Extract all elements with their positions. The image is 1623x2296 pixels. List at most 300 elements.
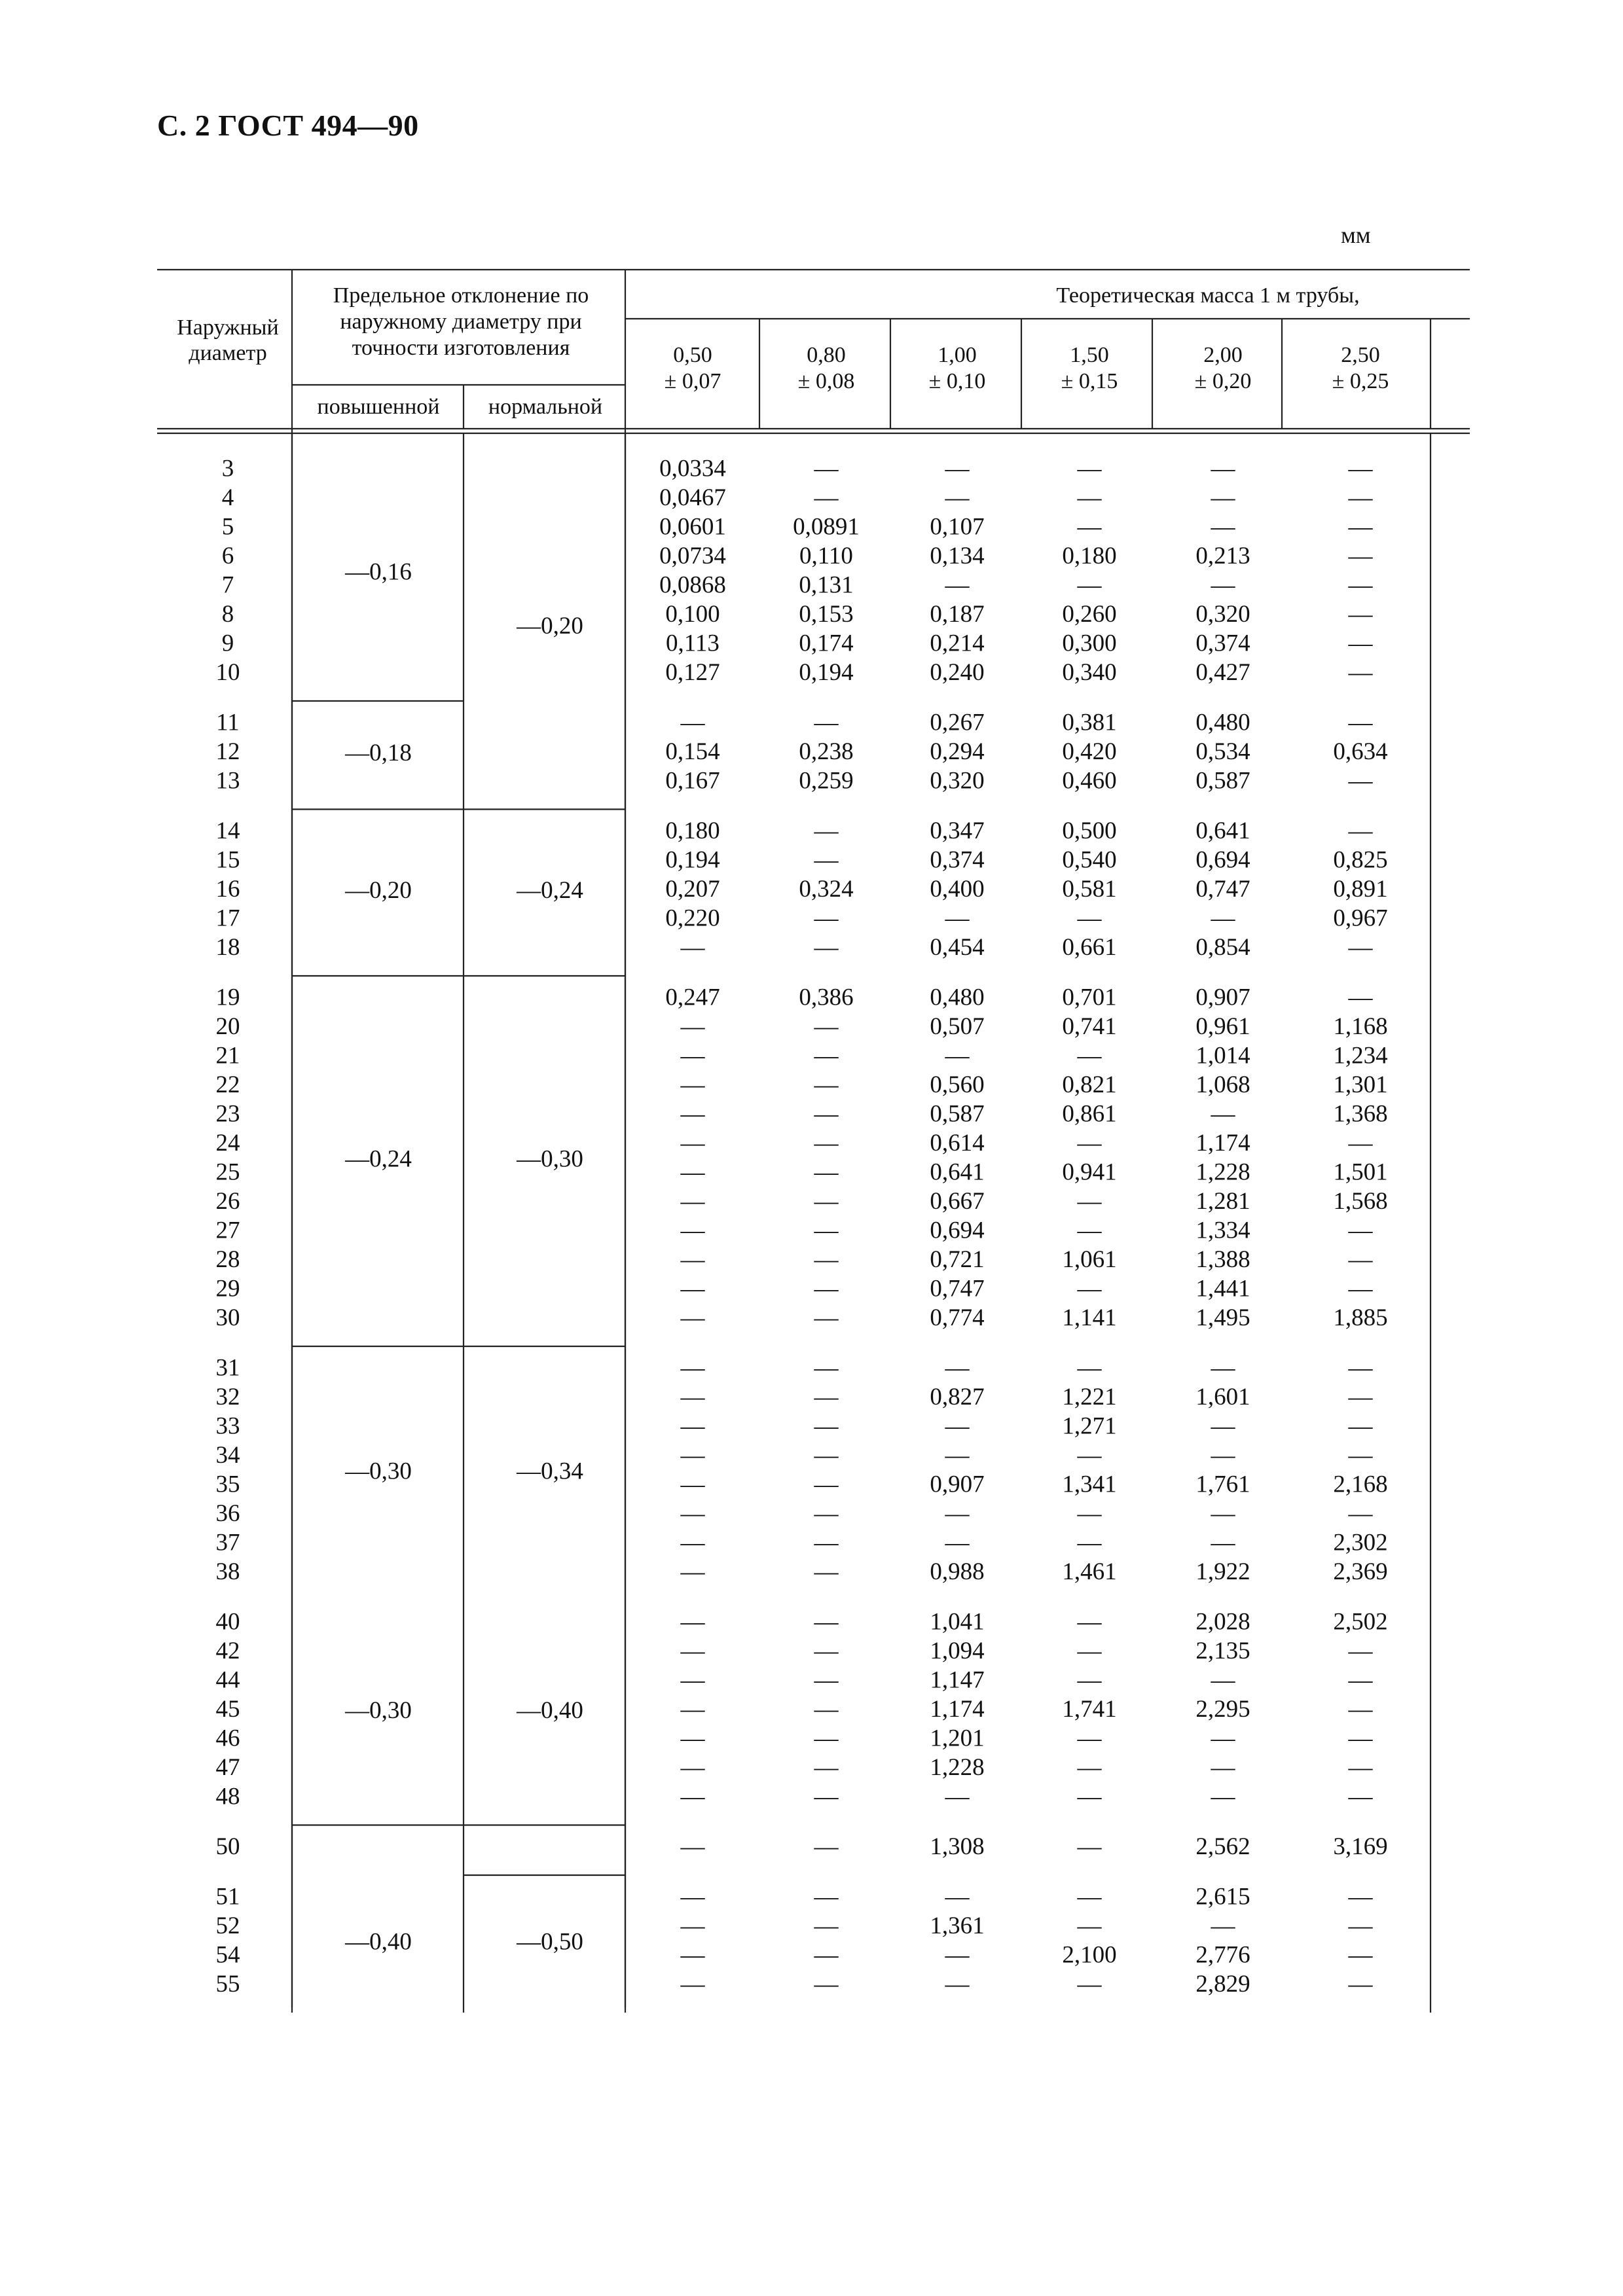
high-precision-value: —0,30 <box>345 1458 412 1485</box>
mass-value-cell: 0,480 <box>1195 709 1250 736</box>
mass-value-cell: — <box>680 1187 705 1215</box>
mass-value-cell: 2,776 <box>1195 1941 1250 1969</box>
outer-diameter-cell: 23 <box>215 1100 240 1128</box>
mass-value-cell: 0,961 <box>1195 1013 1250 1040</box>
mass-value-cell: — <box>814 1304 839 1331</box>
wall-tolerance-header: ± 0,08 <box>797 368 855 393</box>
mass-value-cell: 1,174 <box>1195 1129 1250 1157</box>
mass-value-cell: — <box>945 1354 970 1382</box>
outer-diameter-cell: 52 <box>215 1912 240 1939</box>
mass-value-cell: — <box>1077 1912 1102 1939</box>
mass-value-cell: — <box>1077 1783 1102 1810</box>
mass-value-cell: 0,214 <box>930 630 985 657</box>
outer-diameter-cell: 48 <box>215 1783 240 1810</box>
mass-value-cell: — <box>1077 484 1102 511</box>
outer-diameter-cell: 27 <box>215 1217 240 1244</box>
mass-value-cell: — <box>814 1883 839 1910</box>
mass-value-cell: 1,361 <box>930 1912 985 1939</box>
mass-value-cell: — <box>1348 658 1373 686</box>
outer-diameter-cell: 37 <box>215 1529 240 1556</box>
outer-diameter-cell: 28 <box>215 1246 240 1273</box>
mass-value-cell: — <box>1211 1529 1235 1556</box>
mass-value-cell: 0,454 <box>930 933 985 961</box>
mass-value-cell: 1,568 <box>1333 1187 1388 1215</box>
mass-value-cell: — <box>1211 513 1235 541</box>
mass-value-cell: 1,141 <box>1062 1304 1117 1331</box>
mass-value-cell: 0,134 <box>930 542 985 569</box>
wall-tolerance-header: ± 0,10 <box>928 368 986 393</box>
mass-value-cell: — <box>1077 1666 1102 1694</box>
mass-value-cell: — <box>814 1042 839 1069</box>
mass-value-cell: — <box>945 484 970 511</box>
wall-thickness-header: 2,50 <box>1341 342 1380 367</box>
outer-diameter-cell: 19 <box>215 984 240 1011</box>
mass-value-cell: 1,341 <box>1062 1471 1117 1498</box>
outer-diameter-cell: 8 <box>221 600 234 628</box>
mass-value-cell: — <box>1211 1354 1235 1382</box>
mass-value-cell: 0,0868 <box>659 571 726 599</box>
mass-value-cell: — <box>680 1725 705 1752</box>
mass-value-cell: 0,988 <box>930 1558 985 1585</box>
mass-value-cell: 2,295 <box>1195 1695 1250 1723</box>
mass-value-cell: — <box>814 1666 839 1694</box>
mass-value-cell: — <box>1348 1753 1373 1781</box>
mass-header: Теоретическая масса 1 м трубы, <box>1056 283 1360 308</box>
outer-diameter-cell: 12 <box>215 738 240 765</box>
mass-value-cell: — <box>814 484 839 511</box>
mass-value-cell: — <box>680 1275 705 1302</box>
outer-diameter-cell: 20 <box>215 1013 240 1040</box>
mass-value-cell: 1,094 <box>930 1637 985 1664</box>
mass-value-cell: 1,014 <box>1195 1042 1250 1069</box>
mass-value-cell: 0,374 <box>1195 630 1250 657</box>
mass-value-cell: — <box>680 1783 705 1810</box>
mass-value-cell: 0,194 <box>665 846 720 874</box>
mass-value-cell: 2,135 <box>1195 1637 1250 1664</box>
mass-value-cell: 0,381 <box>1062 709 1117 736</box>
mass-value-cell: 0,174 <box>799 630 854 657</box>
high-precision-value: —0,18 <box>345 740 412 767</box>
wall-tolerance-header: ± 0,20 <box>1194 368 1252 393</box>
outer-diameter-cell: 14 <box>215 817 240 844</box>
outer-diameter-cell: 6 <box>221 542 234 569</box>
mass-value-cell: — <box>680 1042 705 1069</box>
mass-value-cell: 0,587 <box>930 1100 985 1128</box>
outer-diameter-cell: 55 <box>215 1970 240 1998</box>
mass-value-cell: — <box>1348 1354 1373 1382</box>
mass-value-cell: 0,374 <box>930 846 985 874</box>
mass-value-cell: 0,260 <box>1062 600 1117 628</box>
mass-value-cell: 1,761 <box>1195 1471 1250 1498</box>
outer-diameter-cell: 7 <box>221 571 234 599</box>
mass-value-cell: 1,234 <box>1333 1042 1388 1069</box>
outer-diameter-cell: 38 <box>215 1558 240 1585</box>
mass-value-cell: 1,368 <box>1333 1100 1388 1128</box>
mass-value-cell: — <box>814 1275 839 1302</box>
mass-value-cell: 0,240 <box>930 658 985 686</box>
mass-value-cell: — <box>1077 1441 1102 1469</box>
mass-value-cell: — <box>680 1666 705 1694</box>
mass-value-cell: 0,941 <box>1062 1158 1117 1186</box>
mass-value-cell: — <box>814 1071 839 1098</box>
mass-value-cell: — <box>814 1246 839 1273</box>
mass-value-cell: 0,907 <box>930 1471 985 1498</box>
mass-value-cell: — <box>680 1753 705 1781</box>
mass-value-cell: — <box>680 1499 705 1527</box>
outer-diameter-cell: 31 <box>215 1354 240 1382</box>
mass-value-cell: 0,400 <box>930 875 985 903</box>
mass-value-cell: — <box>1348 542 1373 569</box>
outer-diameter-cell: 47 <box>215 1753 240 1781</box>
mass-value-cell: — <box>680 1354 705 1382</box>
outer-diameter-cell: 16 <box>215 875 240 903</box>
mass-value-cell: — <box>1348 513 1373 541</box>
mass-value-cell: 0,113 <box>666 630 720 657</box>
outer-diameter-cell: 15 <box>215 846 240 874</box>
mass-value-cell: 2,562 <box>1195 1833 1250 1860</box>
mass-value-cell: — <box>1348 1941 1373 1969</box>
mass-value-cell: — <box>945 1883 970 1910</box>
mass-value-cell: 0,320 <box>930 767 985 795</box>
mass-value-cell: 1,228 <box>930 1753 985 1781</box>
mass-value-cell: 0,386 <box>799 984 854 1011</box>
mass-value-cell: 0,534 <box>1195 738 1250 765</box>
mass-value-cell: 0,238 <box>799 738 854 765</box>
mass-value-cell: — <box>814 1129 839 1157</box>
mass-value-cell: — <box>1348 1129 1373 1157</box>
mass-value-cell: 1,922 <box>1195 1558 1250 1585</box>
mass-value-cell: 1,271 <box>1062 1412 1117 1440</box>
mass-value-cell: — <box>1211 1912 1235 1939</box>
mass-value-cell: — <box>680 709 705 736</box>
mass-value-cell: 0,194 <box>799 658 854 686</box>
mass-value-cell: — <box>1348 571 1373 599</box>
mass-value-cell: 0,854 <box>1195 933 1250 961</box>
mass-value-cell: 0,480 <box>930 984 985 1011</box>
mass-value-cell: 0,247 <box>665 984 720 1011</box>
normal-precision-value: —0,40 <box>517 1697 583 1725</box>
mass-value-cell: — <box>814 1753 839 1781</box>
outer-diameter-cell: 51 <box>215 1883 240 1910</box>
mass-value-cell: — <box>814 817 839 844</box>
mass-value-cell: — <box>680 1883 705 1910</box>
mass-value-cell: 0,0467 <box>659 484 726 511</box>
mass-value-cell: — <box>1348 455 1373 482</box>
deviation-header: Предельное отклонение по <box>333 283 589 308</box>
mass-value-cell: 1,308 <box>930 1833 985 1860</box>
unit-label: мм <box>1341 222 1371 248</box>
mass-value-cell: — <box>1211 1725 1235 1752</box>
mass-value-cell: 0,694 <box>930 1217 985 1244</box>
mass-value-cell: 0,420 <box>1062 738 1117 765</box>
mass-value-cell: — <box>1211 455 1235 482</box>
mass-value-cell: — <box>1077 1637 1102 1664</box>
mass-value-cell: — <box>814 1383 839 1410</box>
mass-value-cell: — <box>1211 1100 1235 1128</box>
mass-value-cell: 0,320 <box>1195 600 1250 628</box>
mass-value-cell: 0,827 <box>930 1383 985 1410</box>
mass-value-cell: — <box>814 1608 839 1636</box>
outer-diameter-cell: 46 <box>215 1725 240 1752</box>
mass-value-cell: 0,110 <box>799 542 853 569</box>
mass-value-cell: — <box>1077 1833 1102 1860</box>
outer-diameter-cell: 29 <box>215 1275 240 1302</box>
deviation-header: точности изготовления <box>352 335 570 360</box>
mass-value-cell: — <box>1077 1970 1102 1998</box>
mass-value-cell: 1,068 <box>1195 1071 1250 1098</box>
mass-value-cell: — <box>814 1187 839 1215</box>
mass-value-cell: 2,302 <box>1333 1529 1388 1556</box>
mass-value-cell: — <box>1211 1666 1235 1694</box>
mass-value-cell: — <box>680 1637 705 1664</box>
mass-value-cell: 0,213 <box>1195 542 1250 569</box>
mass-value-cell: — <box>1211 1753 1235 1781</box>
mass-value-cell: 2,615 <box>1195 1883 1250 1910</box>
mass-value-cell: — <box>1211 484 1235 511</box>
mass-value-cell: — <box>1348 1499 1373 1527</box>
mass-value-cell: — <box>1348 484 1373 511</box>
mass-value-cell: — <box>680 1071 705 1098</box>
high-precision-value: —0,16 <box>345 558 412 586</box>
mass-value-cell: 1,461 <box>1062 1558 1117 1585</box>
mass-value-cell: — <box>814 1471 839 1498</box>
mass-value-cell: 0,587 <box>1195 767 1250 795</box>
mass-value-cell: — <box>1077 1499 1102 1527</box>
mass-value-cell: 1,281 <box>1195 1187 1250 1215</box>
mass-value-cell: 2,100 <box>1062 1941 1117 1969</box>
outer-diameter-cell: 13 <box>215 767 240 795</box>
mass-value-cell: — <box>1348 767 1373 795</box>
mass-value-cell: 0,427 <box>1195 658 1250 686</box>
mass-value-cell: — <box>680 1412 705 1440</box>
mass-value-cell: — <box>814 455 839 482</box>
mass-value-cell: 0,634 <box>1333 738 1388 765</box>
mass-value-cell: — <box>814 1499 839 1527</box>
mass-value-cell: — <box>814 1354 839 1382</box>
mass-value-cell: 1,301 <box>1333 1071 1388 1098</box>
mass-value-cell: — <box>1348 1383 1373 1410</box>
mass-value-cell: — <box>945 1783 970 1810</box>
mass-value-cell: 0,220 <box>665 905 720 932</box>
outer-diameter-cell: 45 <box>215 1695 240 1723</box>
mass-value-cell: — <box>1077 571 1102 599</box>
outer-diameter-cell: 44 <box>215 1666 240 1694</box>
mass-value-cell: — <box>814 1833 839 1860</box>
high-precision-value: —0,40 <box>345 1928 412 1956</box>
mass-value-cell: — <box>814 933 839 961</box>
mass-value-cell: 0,741 <box>1062 1013 1117 1040</box>
mass-value-cell: — <box>1348 1666 1373 1694</box>
mass-value-cell: — <box>814 1013 839 1040</box>
mass-value-cell: 0,207 <box>665 875 720 903</box>
outer-diameter-cell: 40 <box>215 1608 240 1636</box>
wall-thickness-header: 1,00 <box>938 342 977 367</box>
mass-value-cell: 0,0734 <box>659 542 726 569</box>
mass-value-cell: — <box>945 1441 970 1469</box>
mass-value-cell: — <box>680 1217 705 1244</box>
page-header: С. 2 ГОСТ 494—90 <box>157 109 419 142</box>
mass-value-cell: 1,221 <box>1062 1383 1117 1410</box>
mass-value-cell: 0,0601 <box>659 513 726 541</box>
mass-value-cell: — <box>814 1941 839 1969</box>
mass-value-cell: — <box>1348 1725 1373 1752</box>
mass-value-cell: 1,041 <box>930 1608 985 1636</box>
normal-precision-header: нормальной <box>488 394 603 419</box>
mass-value-cell: — <box>680 1383 705 1410</box>
mass-value-cell: 0,667 <box>930 1187 985 1215</box>
outer-diameter-header: диаметр <box>189 340 267 365</box>
mass-value-cell: 1,174 <box>930 1695 985 1723</box>
mass-value-cell: 0,507 <box>930 1013 985 1040</box>
mass-value-cell: 0,581 <box>1062 875 1117 903</box>
mass-value-cell: 1,601 <box>1195 1383 1250 1410</box>
mass-value-cell: — <box>1077 1608 1102 1636</box>
mass-value-cell: — <box>1348 1412 1373 1440</box>
mass-value-cell: — <box>1348 1783 1373 1810</box>
normal-precision-value: —0,50 <box>517 1928 583 1956</box>
mass-value-cell: — <box>680 1970 705 1998</box>
mass-value-cell: — <box>1348 1246 1373 1273</box>
mass-value-cell: — <box>945 1412 970 1440</box>
mass-value-cell: 0,167 <box>665 767 720 795</box>
mass-value-cell: — <box>1077 513 1102 541</box>
mass-value-cell: — <box>1077 1129 1102 1157</box>
mass-value-cell: 0,967 <box>1333 905 1388 932</box>
mass-value-cell: — <box>1077 1883 1102 1910</box>
mass-value-cell: — <box>680 1608 705 1636</box>
high-precision-header: повышенной <box>317 394 440 419</box>
deviation-header: наружному диаметру при <box>340 309 582 334</box>
mass-value-cell: 1,441 <box>1195 1275 1250 1302</box>
mass-value-cell: — <box>680 1129 705 1157</box>
outer-diameter-cell: 35 <box>215 1471 240 1498</box>
mass-value-cell: — <box>680 1246 705 1273</box>
mass-value-cell: — <box>1077 455 1102 482</box>
mass-value-cell: — <box>814 1558 839 1585</box>
outer-diameter-cell: 21 <box>215 1042 240 1069</box>
mass-value-cell: — <box>680 1441 705 1469</box>
mass-value-cell: — <box>680 1100 705 1128</box>
mass-value-cell: — <box>814 1725 839 1752</box>
mass-value-cell: — <box>1348 1275 1373 1302</box>
mass-value-cell: 0,324 <box>799 875 854 903</box>
mass-value-cell: — <box>1348 1912 1373 1939</box>
mass-value-cell: — <box>1348 1441 1373 1469</box>
outer-diameter-cell: 11 <box>216 709 240 736</box>
mass-value-cell: — <box>1077 1725 1102 1752</box>
mass-value-cell: 0,821 <box>1062 1071 1117 1098</box>
outer-diameter-cell: 17 <box>215 905 240 932</box>
mass-value-cell: — <box>945 1941 970 1969</box>
mass-value-cell: — <box>1348 1883 1373 1910</box>
outer-diameter-cell: 25 <box>215 1158 240 1186</box>
outer-diameter-cell: 54 <box>215 1941 240 1969</box>
outer-diameter-cell: 34 <box>215 1441 240 1469</box>
mass-value-cell: — <box>680 1912 705 1939</box>
mass-value-cell: — <box>945 905 970 932</box>
mass-value-cell: — <box>814 1529 839 1556</box>
mass-value-cell: — <box>1077 1217 1102 1244</box>
outer-diameter-header: Наружный <box>177 315 279 340</box>
wall-thickness-header: 0,50 <box>673 342 712 367</box>
mass-value-cell: 0,614 <box>930 1129 985 1157</box>
mass-value-cell: — <box>945 1529 970 1556</box>
mass-value-cell: — <box>1077 1187 1102 1215</box>
mass-value-cell: 1,388 <box>1195 1246 1250 1273</box>
wall-thickness-header: 1,50 <box>1070 342 1109 367</box>
mass-value-cell: — <box>1348 709 1373 736</box>
mass-value-cell: 0,641 <box>1195 817 1250 844</box>
mass-value-cell: 1,885 <box>1333 1304 1388 1331</box>
outer-diameter-cell: 30 <box>215 1304 240 1331</box>
high-precision-value: —0,20 <box>345 877 412 905</box>
mass-value-cell: — <box>814 1100 839 1128</box>
high-precision-value: —0,30 <box>345 1697 412 1725</box>
mass-value-cell: 0,747 <box>930 1275 985 1302</box>
mass-value-cell: 0,747 <box>1195 875 1250 903</box>
mass-value-cell: — <box>945 571 970 599</box>
mass-value-cell: — <box>680 1158 705 1186</box>
mass-value-cell: — <box>1348 933 1373 961</box>
mass-value-cell: — <box>945 1970 970 1998</box>
mass-value-cell: 0,153 <box>799 600 854 628</box>
mass-value-cell: 1,334 <box>1195 1217 1250 1244</box>
outer-diameter-cell: 22 <box>215 1071 240 1098</box>
mass-value-cell: 1,061 <box>1062 1246 1117 1273</box>
mass-value-cell: — <box>1211 1412 1235 1440</box>
mass-value-cell: — <box>1077 1753 1102 1781</box>
mass-value-cell: — <box>1211 1783 1235 1810</box>
outer-diameter-cell: 3 <box>221 455 234 482</box>
mass-value-cell: — <box>680 1695 705 1723</box>
mass-value-cell: 0,294 <box>930 738 985 765</box>
mass-value-cell: — <box>1348 1637 1373 1664</box>
mass-value-cell: — <box>1348 984 1373 1011</box>
mass-value-cell: — <box>814 1637 839 1664</box>
mass-value-cell: — <box>814 1158 839 1186</box>
mass-value-cell: — <box>1348 630 1373 657</box>
mass-value-cell: 0,180 <box>1062 542 1117 569</box>
mass-value-cell: 0,300 <box>1062 630 1117 657</box>
mass-value-cell: 2,369 <box>1333 1558 1388 1585</box>
mass-value-cell: — <box>680 1013 705 1040</box>
mass-value-cell: — <box>814 905 839 932</box>
mass-value-cell: 0,127 <box>665 658 720 686</box>
mass-value-cell: 0,891 <box>1333 875 1388 903</box>
mass-value-cell: 1,147 <box>930 1666 985 1694</box>
mass-value-cell: — <box>945 1499 970 1527</box>
outer-diameter-cell: 4 <box>221 484 234 511</box>
mass-value-cell: — <box>1211 1499 1235 1527</box>
mass-value-cell: — <box>1348 600 1373 628</box>
mass-value-cell: 3,169 <box>1333 1833 1388 1860</box>
mass-value-cell: — <box>1348 1217 1373 1244</box>
mass-value-cell: — <box>1211 571 1235 599</box>
wall-tolerance-header: ± 0,07 <box>664 368 721 393</box>
outer-diameter-cell: 9 <box>221 630 234 657</box>
outer-diameter-cell: 26 <box>215 1187 240 1215</box>
mass-value-cell: — <box>1348 1695 1373 1723</box>
mass-value-cell: 1,168 <box>1333 1013 1388 1040</box>
mass-value-cell: 0,661 <box>1062 933 1117 961</box>
mass-value-cell: — <box>1077 1275 1102 1302</box>
mass-value-cell: 0,340 <box>1062 658 1117 686</box>
normal-precision-value: —0,24 <box>517 877 583 905</box>
mass-value-cell: 0,694 <box>1195 846 1250 874</box>
mass-value-cell: — <box>1077 1529 1102 1556</box>
mass-value-cell: — <box>814 1695 839 1723</box>
mass-value-cell: 0,907 <box>1195 984 1250 1011</box>
